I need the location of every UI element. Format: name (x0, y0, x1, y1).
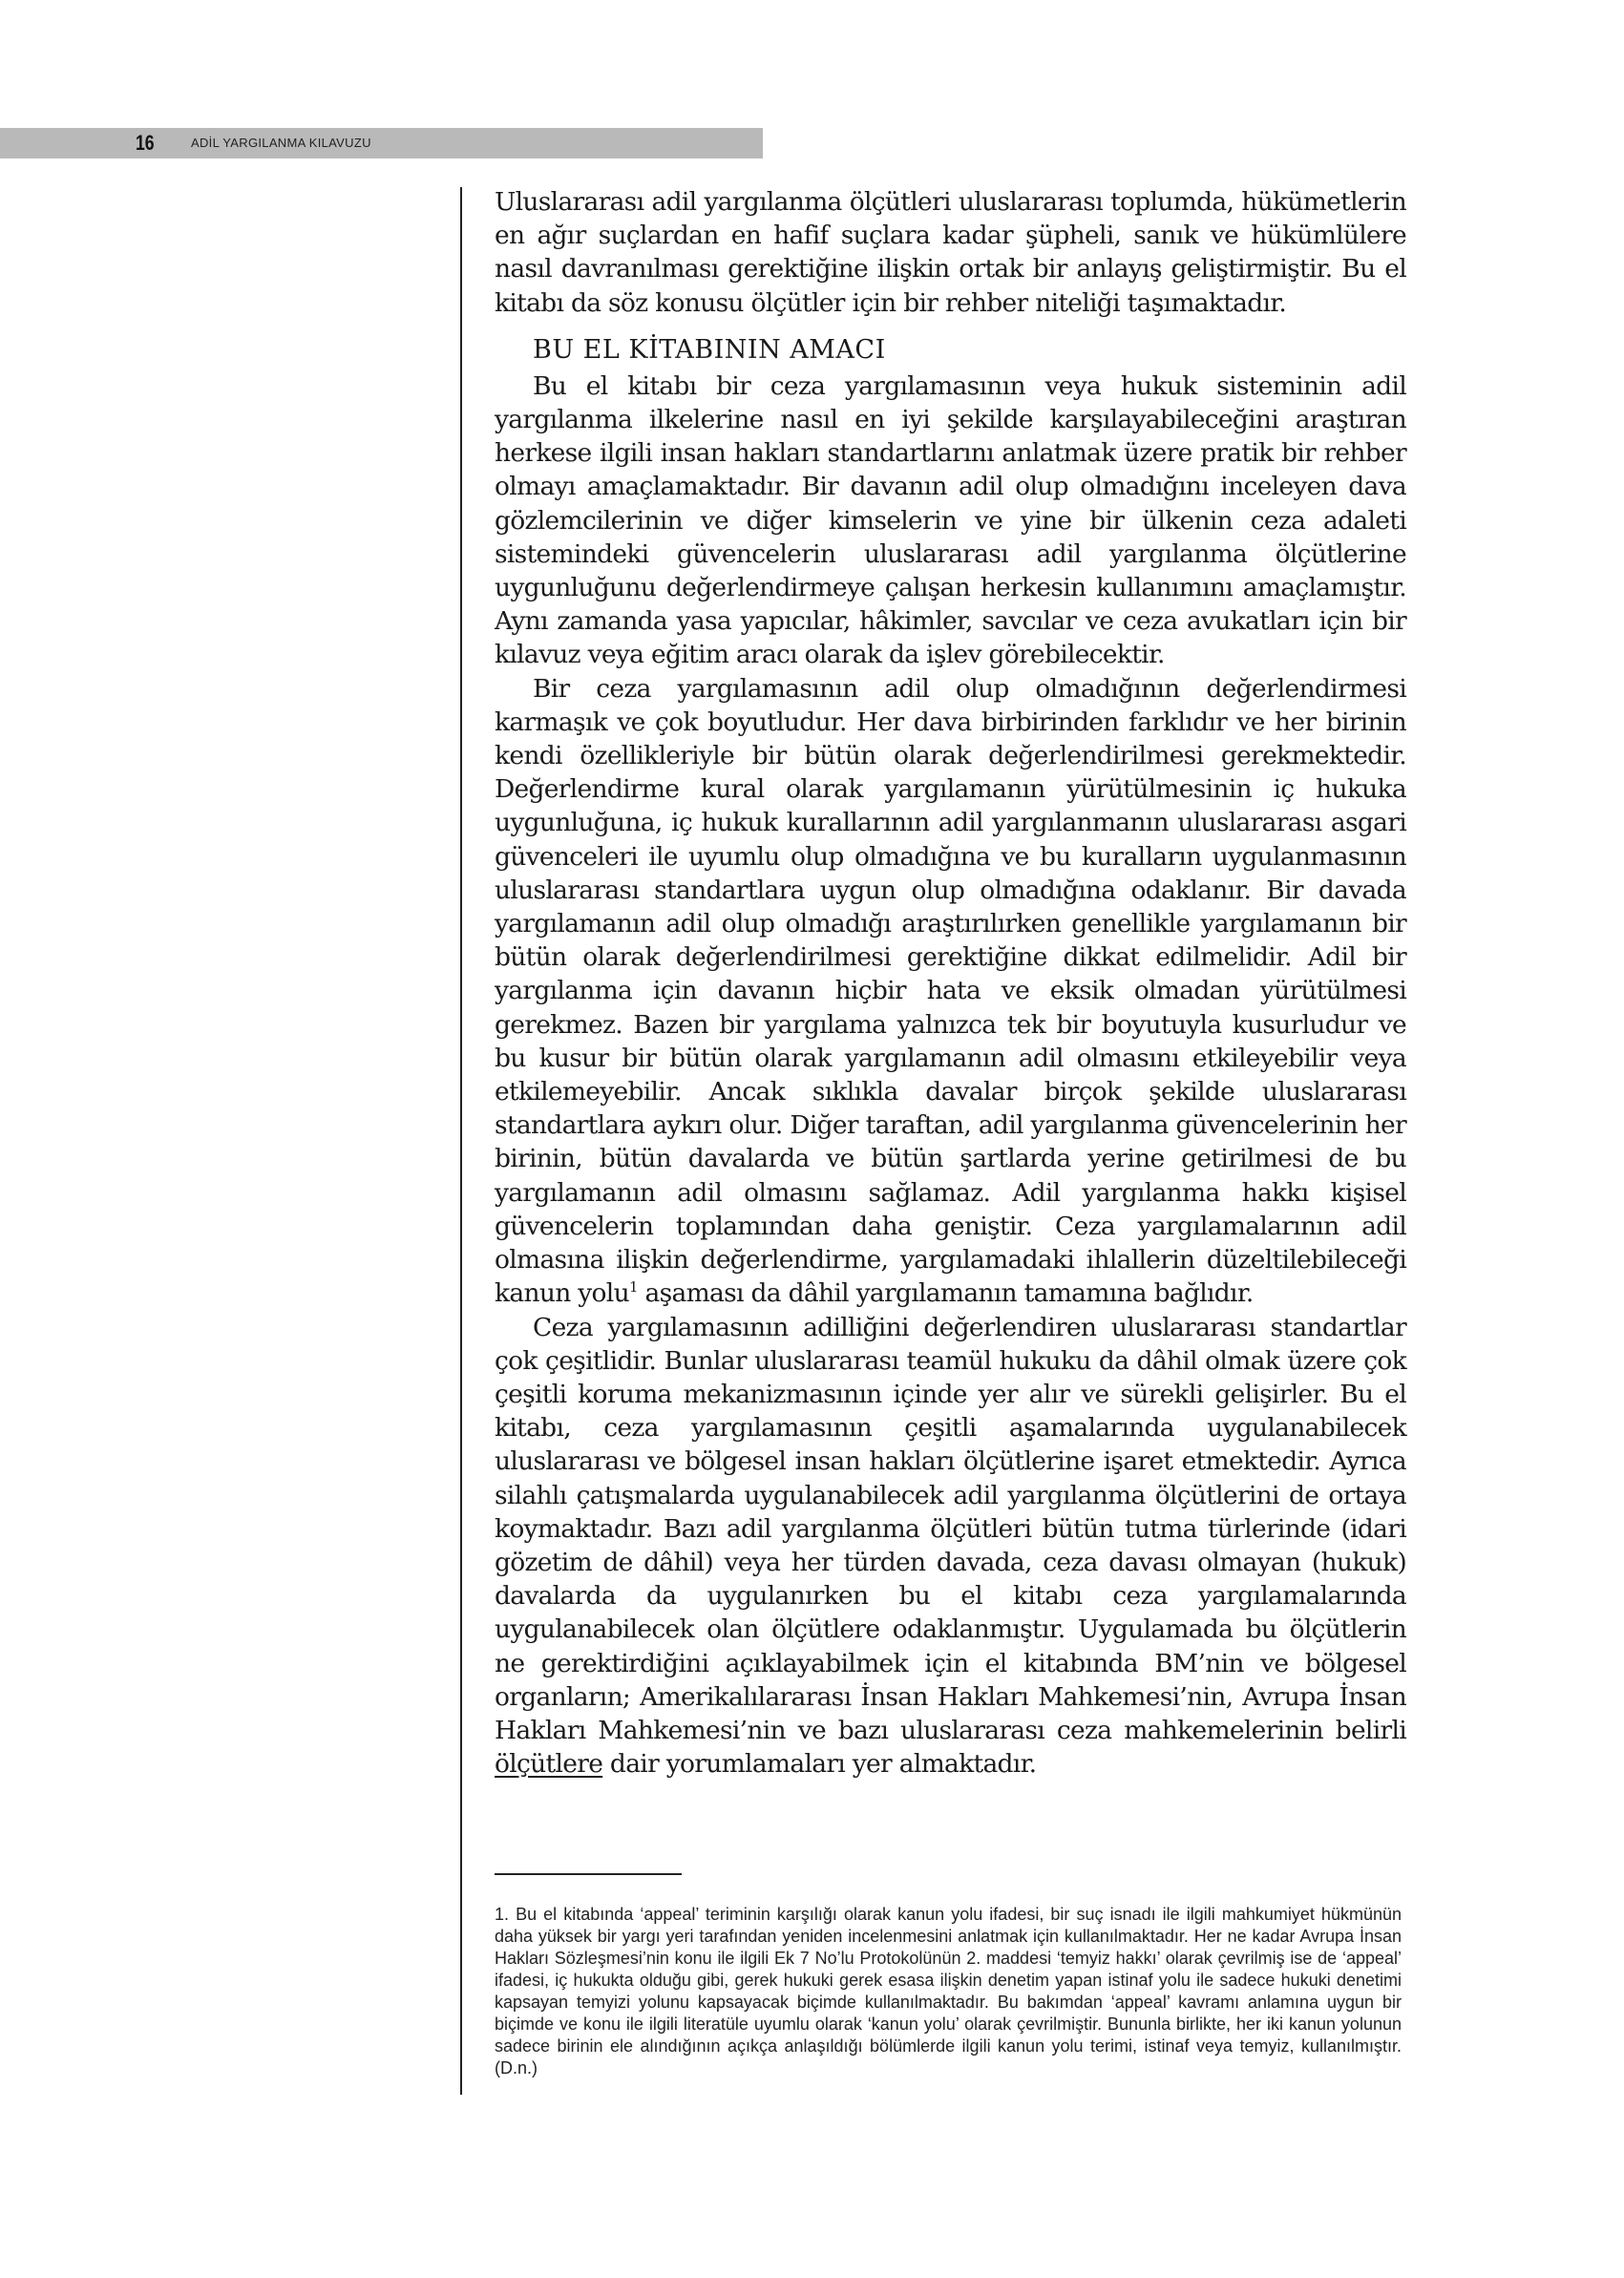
paragraph-standards-text: Ceza yargılamasının adilliğini değerlendiren uluslararası standartlar çok çeşitlidir. Bunlar uluslararası teamül hukuku da dâhil olmak üzere çok çeşitli koruma mekanizmasının içinde yer alır ve sürekli gelişirler. Bu el kitabı, ceza yargılamasının çeşitli aşamalarında uygulanabilecek uluslararası ve bölgesel insan hakları ölçütlerine işaret etmektedir. Ayrıca silahlı çatışmalarda uygulanabilecek adil yargılanma ölçütlerini de ortaya koymaktadır. Bazı adil yargılanma ölçütleri bütün tutma türlerinde (idari gözetim de dâhil) veya her türden davada, ceza davası olmayan (hukuk) davalarda da uygulanırken bu el kitabı ceza yargılamalarında uygulanabilecek olan ölçütlere odaklanmıştır. Uygulamada bu ölçütlerin ne gerektirdiğini açıklayabilmek için el kitabında BM’nin ve bölgesel organların; Amerikalılararası İnsan Hakları Mahkemesi’nin, Avrupa İnsan Hakları Mahkemesi’nin ve bazı uluslararası ceza mahkemelerinin belirli (495, 1312, 1406, 1745)
paragraph-standards (495, 1311, 1406, 1782)
footnote-reference[interactable]: 1 (628, 1278, 638, 1297)
paragraph-assessment-tail: aşaması da dâhil yargılamanın tamamına bağlıdır. (637, 1278, 1254, 1309)
paragraph-standards-tail: dair yorumlamaları yer almaktadır. (602, 1749, 1037, 1780)
page-number: 16 (136, 131, 155, 155)
footnote-text: 1. Bu el kitabında ‘appeal’ teriminin karşılığı olarak kanun yolu ifadesi, bir suç isnadı ile ilgili mahkumiyet hükmünün daha yüksek bir yargı yeri tarafından yeniden incelenmesini anlatmak için kullanılmaktadır. Her ne kadar Avrupa İnsan Hakları Sözleşmesi’nin konu ile ilgili Ek 7 No’lu Protokolünün 2. maddesi ‘temyiz hakkı’ olarak çevrilmiş ise de ‘appeal’ ifadesi, iç hukukta olduğu gibi, gerek hukuki gerek esasa ilişkin denetim yapan istinaf yolu ile sadece hukuki denetimi kapsayan temyizi yolunu kapsayacak biçimde kullanılmaktadır. Bu bakımdan ‘appeal’ kavramı anlamına uygun bir biçimde ve konu ile ilgili literatüle uyumlu olarak ‘kanun yolu’ olarak çevrilmiştir. Bununla birlikte, her iki kanun yolunun sadece birinin ele alındığının açıkça anlaşıldığı bölümlerde ilgili kanun yolu terimi, istinaf veya temyiz, kullanılmıştır. (D.n.) (495, 1905, 1402, 2078)
paragraph-assessment-text: Bir ceza yargılamasının adil olup olmadığının değerlendirmesi karmaşık ve çok boyutludur. Her dava birbirinden farklıdır ve her birinin kendi özellikleriyle bir bütün olarak değerlendirilmesi gerekmektedir. Değerlendirme kural olarak yargılamanın yürütülmesinin iç hukuka uygunluğuna, iç hukuk kurallarının adil yargılanmanın uluslararası asgari güvenceleri ile uyumlu olup olmadığına ve bu kuralların uygulanmasının uluslararası standartlara uygun olup olmadığına odaklanır. Bir davada yargılamanın adil olup olmadığı araştırılırken genellikle yargılamanın bir bütün olarak değerlendirilmesi gerektiğine dikkat edilmelidir. Adil bir yargılanma için davanın hiçbir hata ve eksik olmadan yürütülmesi gerekmez. Bazen bir yargılama yalnızca tek bir boyutuyla kusurludur ve bu kusur bir bütün olarak yargılamanın adil olmasını etkileyebilir veya etkilemeyebilir. Ancak sıklıkla davalar birçok şekilde uluslararası standartlara aykırı olur. Diğer taraftan, adil yargılanma güvencelerinin her birinin, bütün davalarda ve bütün şartlarda yerine getirilmesi de bu yargılamanın adil olmasını sağlamaz. Adil yargılanma hakkı kişisel güvencelerin toplamından daha geniştir. Ceza yargılamalarının adil olmasına ilişkin değerlendirme, yargılamadaki ihlallerin düzeltilebileceği kanun yolu (495, 673, 1406, 1309)
running-header-bar (0, 128, 763, 158)
intro-paragraph: Uluslararası adil yargılanma ölçütleri uluslararası toplumda, hükümetlerin en ağır suçlardan en hafif suçlara kadar şüpheli, sanık ve hükümlülere nasıl davranılması gerektiğine ilişkin ortak bir anlayış geliştirmiştir. Bu el kitabı da söz konusu ölçütler için bir rehber niteliği taşımaktadır. (495, 187, 1406, 318)
margin-rule (460, 187, 462, 2095)
footnote-separator (495, 1873, 682, 1875)
main-text-column (495, 185, 1406, 1781)
section-heading: BU EL KİTABININ AMACI (533, 334, 886, 365)
paragraph-assessment (495, 672, 1406, 1311)
underlined-term: ölçütlere (495, 1749, 603, 1780)
running-title: ADİL YARGILANMA KILAVUZU (191, 136, 371, 150)
paragraph-purpose: Bu el kitabı bir ceza yargılamasının veya hukuk sisteminin adil yargılanma ilkelerine nasıl en iyi şekilde karşılayabileceğini araştıran herkese ilgili insan hakları standartlarını anlatmak üzere pratik bir rehber olmayı amaçlamaktadır. Bir davanın adil olup olmadığını inceleyen dava gözlemcilerinin ve diğer kimselerin ve yine bir ülkenin ceza adaleti sistemindeki güvencelerin uluslararası adil yargılanma ölçütlerine uygunluğunu değerlendirmeye çalışan herkesin kullanımını amaçlamıştır. Aynı zamanda yasa yapıcılar, hâkimler, savcılar ve ceza avukatları için bir kılavuz veya eğitim aracı olarak da işlev görebilecektir. (495, 370, 1406, 670)
